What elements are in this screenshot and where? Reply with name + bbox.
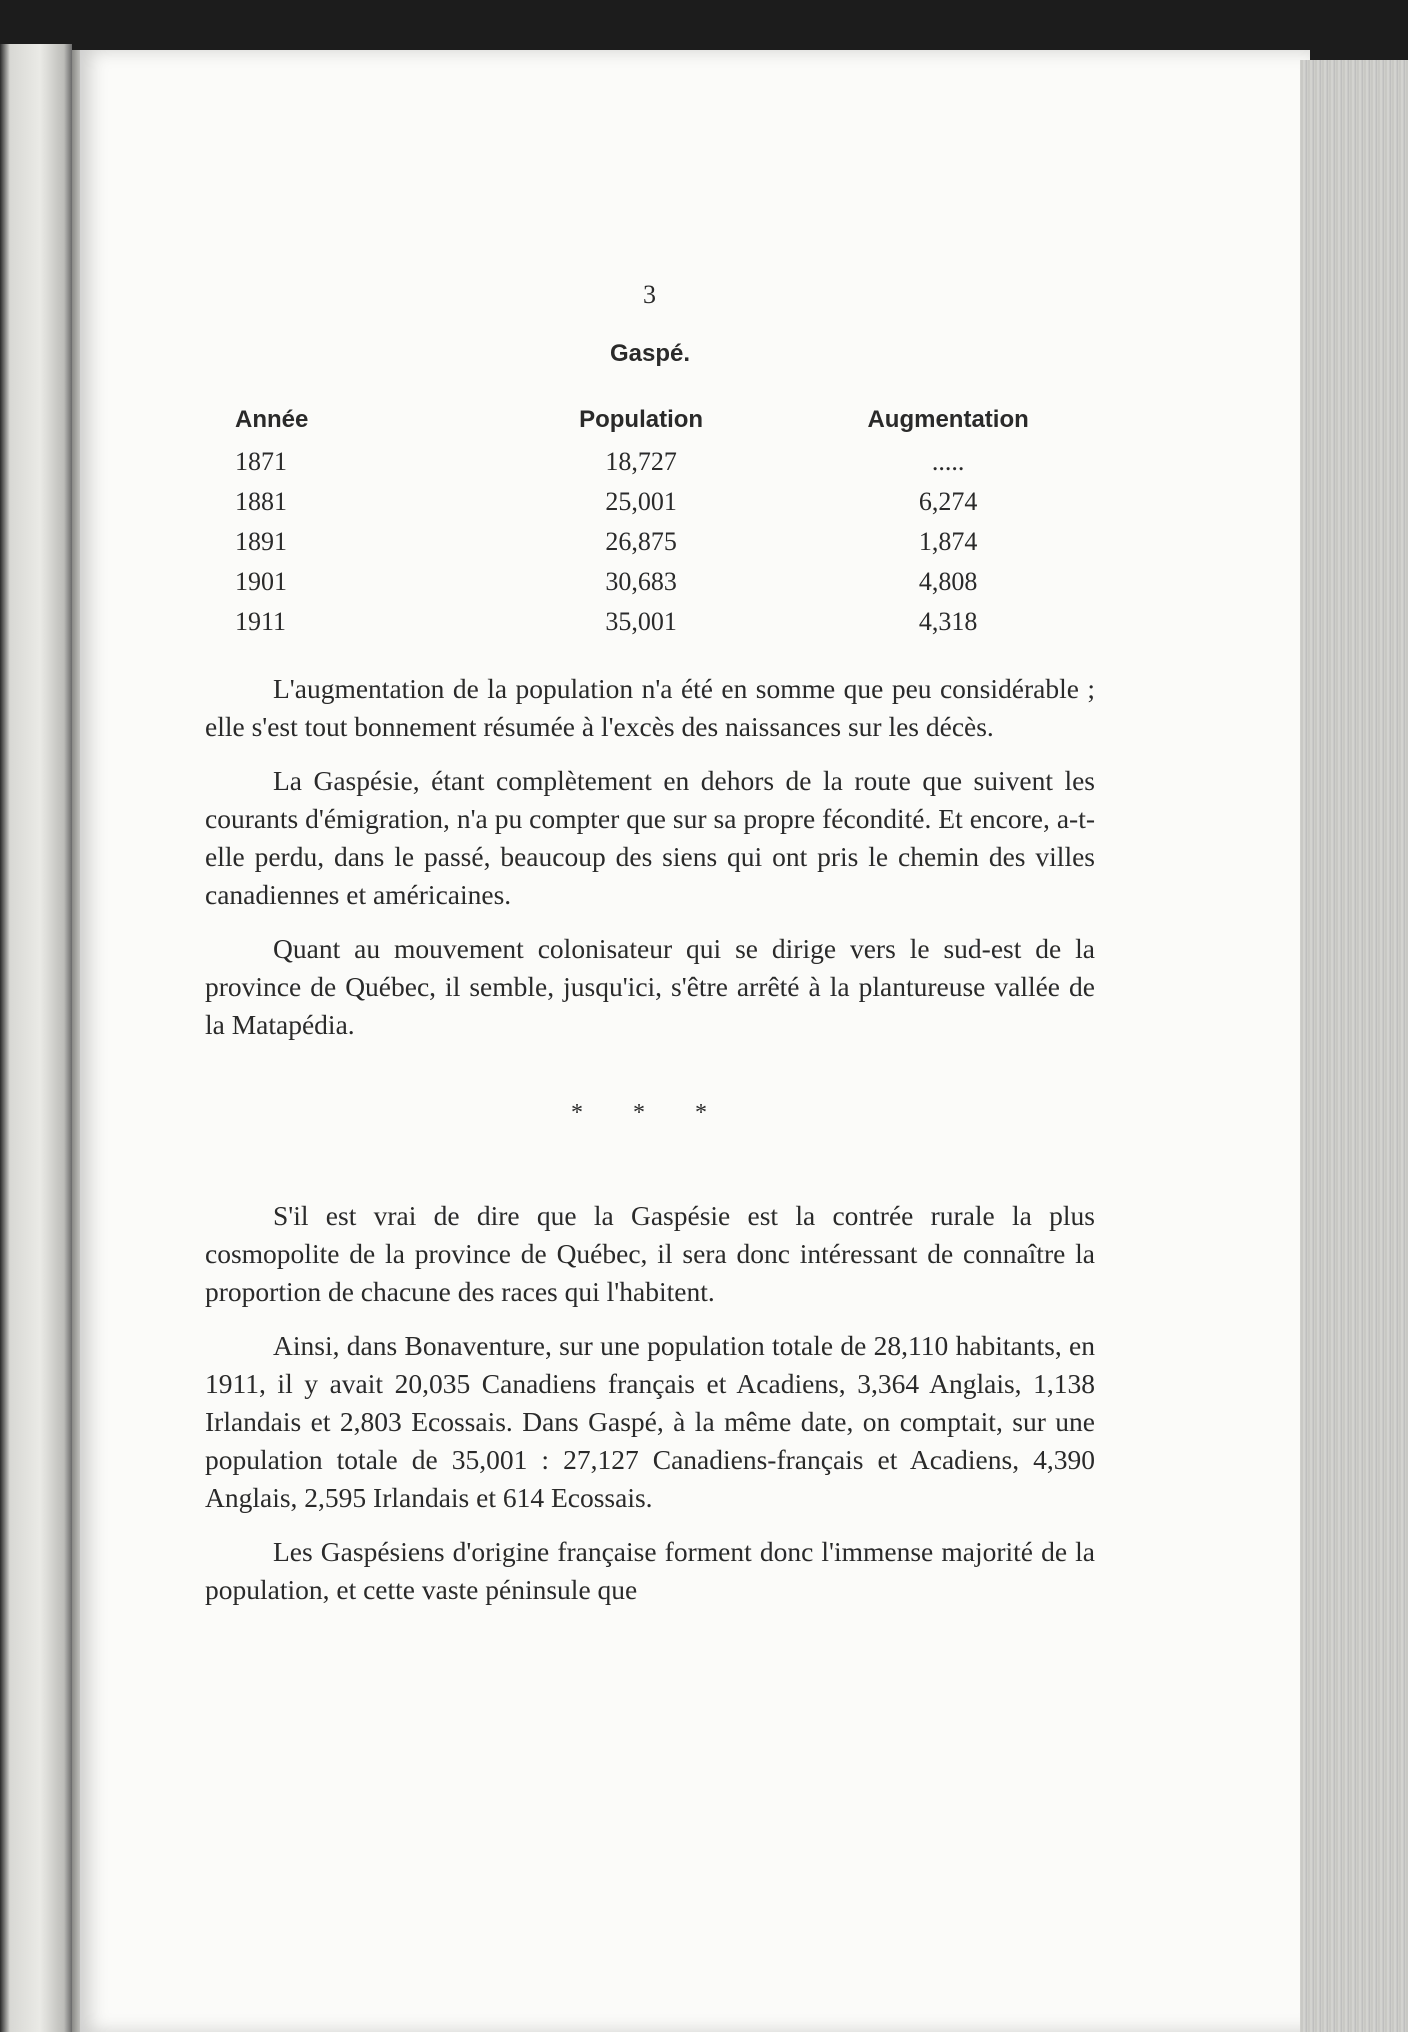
header-population: Population	[579, 406, 704, 433]
cell-increase: .....	[931, 447, 965, 476]
table-row	[205, 602, 1095, 642]
cell-increase: 6,274	[918, 487, 978, 516]
table-row	[205, 482, 1095, 522]
cell-increase: 1,874	[918, 527, 978, 556]
paragraph: L'augmentation de la population n'a été en somme que peu considérable ; elle s'est tout bonnement résumée à l'excès des naissances sur les décès.	[205, 673, 1095, 742]
table-title: Gaspé.	[609, 340, 691, 367]
cell-population: 18,727	[605, 447, 677, 476]
cell-increase: 4,808	[918, 567, 978, 596]
previous-page-edge	[0, 44, 72, 2032]
header-annee: Année	[235, 406, 309, 433]
cell-population: 35,001	[605, 607, 677, 636]
table-row	[205, 442, 1095, 482]
cell-population: 25,001	[605, 487, 677, 516]
paragraph: Ainsi, dans Bonaventure, sur une population totale de 28,110 habitants, en 1911, il y avait 20,035 Canadiens français et Acadiens, 3,364 Anglais, 1,138 Irlandais et 2,803 Ecossais. Dans Gaspé, à la même date, on comptait, sur une population totale de 35,001 : 27,127 Canadiens-français et Acadiens, 4,390 Anglais, 2,595 Irlandais et 614 Ecossais.	[205, 1330, 1095, 1513]
population-table	[205, 406, 1095, 642]
cell-population: 30,683	[605, 567, 677, 596]
table-row	[205, 562, 1095, 602]
paragraph: S'il est vrai de dire que la Gaspésie est la contrée rurale la plus cosmopolite de la province de Québec, il sera donc intéressant de connaître la proportion de chacune des races qui l'habitent.	[205, 1200, 1095, 1307]
page-number: 3	[643, 280, 657, 309]
cell-year: 1901	[235, 567, 287, 596]
table-row	[205, 522, 1095, 562]
page-content	[205, 280, 1095, 1625]
cell-year: 1911	[235, 607, 287, 636]
cell-population: 26,875	[605, 527, 677, 556]
cell-year: 1871	[235, 447, 287, 476]
header-augmentation: Augmentation	[867, 406, 1029, 433]
paragraph: Les Gaspésiens d'origine française forment donc l'immense majorité de la population, et cette vaste péninsule que	[205, 1536, 1095, 1605]
paragraph: La Gaspésie, étant complètement en dehors de la route que suivent les courants d'émigration, n'a pu compter que sur sa propre fécondité. Et encore, a-t-elle perdu, dans le passé, beaucoup des siens qui ont pris le chemin des villes canadiennes et américaines.	[205, 765, 1095, 910]
table-header-row	[205, 406, 1095, 442]
paragraph: Quant au mouvement colonisateur qui se dirige vers le sud-est de la province de Québec, il semble, jusqu'ici, s'être arrêté à la plantureuse vallée de la Matapédia.	[205, 933, 1095, 1040]
page-stack-edge	[1300, 60, 1408, 2032]
cell-increase: 4,318	[918, 607, 978, 636]
cell-year: 1881	[235, 487, 287, 516]
section-separator: * * *	[571, 1100, 729, 1126]
cell-year: 1891	[235, 527, 287, 556]
